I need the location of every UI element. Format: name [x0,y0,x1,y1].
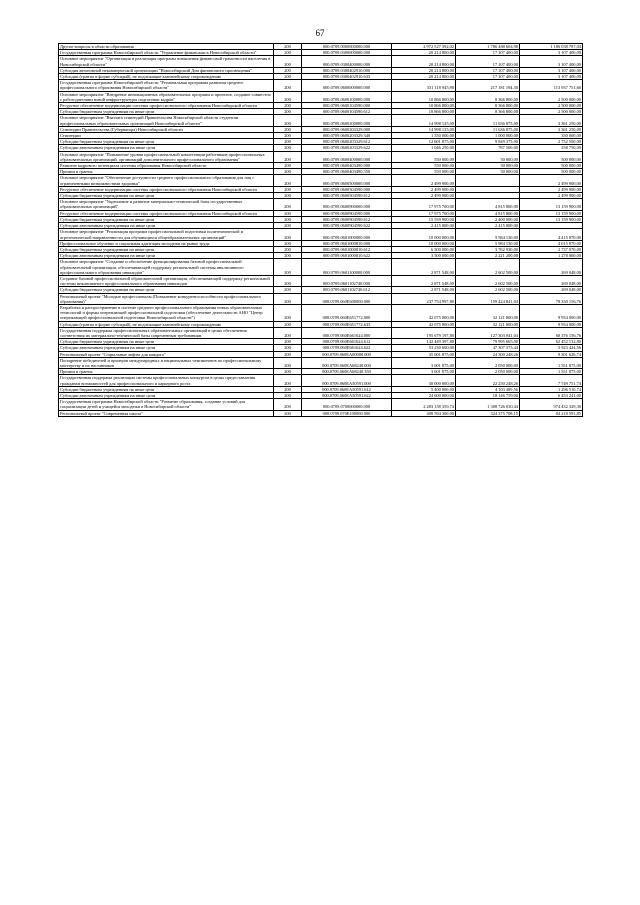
row-kbk: 000.0709.0000000000.000 [302,44,392,50]
row-executed: 4 815 800,00 [456,210,520,216]
table-row [59,275,583,286]
budget-table-body [59,44,583,417]
row-remainder: 2 752 500,00 [520,139,583,145]
row-plan: 10 000 000,00 [392,229,456,240]
row-kbk: 000.0709.060E661624.622 [302,345,392,351]
row-plan: 20 214 800,00 [392,56,456,67]
row-remainder: 13 159 900,00 [520,210,583,216]
row-executed: 9 849 375,00 [456,139,520,145]
row-kbk: 000.0709.060E651772.000 [302,304,392,321]
table-row [59,175,583,186]
row-executed: 2 602 500,00 [456,259,520,276]
row-executed: 50 000,00 [456,169,520,175]
row-kbk: 000.0709.0601102740.612 [302,287,392,293]
row-name: Региональный проект "Молодые профессионалы (Повышение конкурентоспособности профессионального образования)" [59,293,274,304]
row-remainder: 1 551 875,00 [520,369,583,375]
row-name: Региональный проект "Социальные лифты для каждого" [59,351,274,357]
row-executed: 8 366 800,00 [456,91,520,102]
row-kbk: 000.0709.0600504590.000 [302,186,392,192]
row-name: Другие вопросы в области образования [59,44,274,50]
row-kbk: 000.0709.0600900000.000 [302,199,392,210]
row-code: 200 [274,145,302,151]
row-code: 200 [274,327,302,338]
row-remainder: 1 296 510,74 [520,386,583,392]
row-executed: 8 366 800,00 [456,103,520,109]
row-remainder: 78 330 156,76 [520,293,583,304]
row-executed: 11 636 875,00 [456,126,520,132]
row-plan: 42 075 800,00 [392,321,456,327]
row-executed [456,175,520,186]
row-kbk: 000.0709.060E600000.000 [302,293,392,304]
table-row [59,151,583,162]
row-kbk: 000.0709.0600400000.000 [302,151,392,162]
row-executed: 8 366 800,00 [456,109,520,115]
row-code: 200 [274,186,302,192]
row-code: 200 [274,151,302,162]
row-plan: 42 075 800,00 [392,304,456,321]
row-executed: 18 146 759,00 [456,392,520,398]
row-kbk: 000.0709.0601000000.000 [302,229,392,240]
row-remainder: 269 048,00 [520,259,583,276]
row-name: Ресурсное обеспечение модернизации системы профессионального образования Новосибирской области [59,186,274,192]
row-code: 200 [274,126,302,132]
row-plan: 237 754 997,80 [392,293,456,304]
row-code: 200 [274,399,302,410]
row-kbk: 000.0709.0700000000.000 [302,399,392,410]
row-name: Премии и гранты [59,169,274,175]
row-code: 200 [274,229,302,240]
row-code: 200 [274,357,302,368]
row-name: Субсидии бюджетным учреждениям на иные цели [59,216,274,222]
row-code: 200 [274,169,302,175]
row-name: Субсидии автономным учреждениям на иные цели [59,253,274,259]
row-remainder: 3 361 250,00 [520,126,583,132]
row-plan: 2 871 548,00 [392,287,456,293]
row-remainder: 350 000,00 [520,133,583,139]
table-row [59,56,583,67]
row-plan: 1 350 000,00 [392,133,456,139]
table-row [59,399,583,410]
row-name: Поощрение победителей и призеров международных и национальных чемпионатов по профессиональному мастерству и их наставников [59,357,274,368]
row-executed: 3 762 930,00 [456,246,520,252]
row-name: Основное мероприятие "Укрепление и развитие материально-технической базы государственных образовательных организаций" [59,199,274,210]
row-plan: 15 559 900,00 [392,216,456,222]
row-kbk: 000.0709.060E661624.612 [302,339,392,345]
row-plan: 35 601 875,00 [392,351,456,357]
table-row [59,357,583,368]
table-row [59,80,583,91]
row-kbk: 000.0709.060EA68240.350 [302,369,392,375]
row-name: Ресурсное обеспечение модернизации системы профессионального образования Новосибирской области [59,210,274,216]
row-plan: 3 601 875,00 [392,369,456,375]
row-executed: 17 107 400,00 [456,67,520,73]
row-plan: 408 594 300,00 [392,410,456,416]
table-row [59,327,583,338]
row-kbk: 000.0709.0600203329.612 [302,139,392,145]
row-remainder: 113 937 751,60 [520,80,583,91]
row-kbk: 000.0709.0600904590.622 [302,223,392,229]
row-plan: 1 046 250,00 [392,145,456,151]
row-name: Основное мероприятие "Повышение уровня профессиональной компетенции работников профессиональных образовательных организаций, организаций дополнительного профессионального образования" [59,151,274,162]
row-remainder: 1 551 875,00 [520,357,583,368]
row-kbk: 000.0709.060EA00000.000 [302,351,392,357]
row-code: 200 [274,139,302,145]
row-remainder: 5 923 424,56 [520,345,583,351]
row-executed: 50 000,00 [456,163,520,169]
row-executed: 2 221 200,00 [456,253,520,259]
row-name: Создание базовой профессиональной образовательной организации, обеспечивающей поддержку региональной системы инклюзивного профессионального образования инвалидов [59,275,274,286]
row-remainder: 269 048,00 [520,287,583,293]
row-code: 200 [274,80,302,91]
row-plan: 30 000 000,00 [392,375,456,386]
row-executed: 5 584 130,00 [456,229,520,240]
row-executed: 159 424 841,04 [456,293,520,304]
row-executed: 1 000 000,00 [456,133,520,139]
row-kbk: 000.0709.0600104590.612 [302,109,392,115]
row-code: 200 [274,321,302,327]
row-plan: 6 500 000,00 [392,246,456,252]
row-name: Субсидии бюджетным учреждениям на иные цели [59,287,274,293]
row-plan: 10 000 000,00 [392,240,456,246]
row-kbk: 000.0709.0601000810.000 [302,240,392,246]
row-plan: 142 449 397,80 [392,339,456,345]
row-code: 200 [274,133,302,139]
row-kbk: 000.0709.0600200000.000 [302,115,392,126]
row-kbk: 000.0709.0600100000.000 [302,91,392,102]
row-name: Ресурсное обеспечение модернизации системы профессионального образования Новосибирской области [59,103,274,109]
row-plan: 2 415 800,00 [392,223,456,229]
row-code: 200 [274,351,302,357]
row-executed: 17 107 400,00 [456,74,520,80]
row-executed: 2 400 000,00 [456,216,520,222]
row-plan: 17 975 700,00 [392,199,456,210]
row-remainder: 2 499 900,00 [520,193,583,199]
row-name: Субсидии автономным учреждениям на иные цели [59,345,274,351]
row-name: Премии и гранты [59,369,274,375]
row-name: Региональный проект "Современная школа" [59,410,274,416]
row-kbk: 000.0709.0600203329.340 [302,133,392,139]
row-kbk: 000.0709.0300400000.000 [302,56,392,67]
row-name: Субсидии автономным учреждениям на иные цели [59,223,274,229]
row-remainder: 258 750,00 [520,145,583,151]
row-kbk: 000.0709.060EA50591.622 [302,392,392,398]
row-name: Субсидии (гранты в форме субсидий), не подлежащие казначейскому сопровождению [59,74,274,80]
row-name: Субсидии автономным учреждениям на иные цели [59,145,274,151]
row-plan: 2 283 158 359,74 [392,399,456,410]
row-code: 200 [274,44,302,50]
row-name: Субсидия автономной некоммерческой организации "Новосибирский Дом финансового просвещения" [59,67,274,73]
row-remainder: 7 749 751,74 [520,375,583,386]
row-plan: 3 601 875,00 [392,357,456,368]
row-remainder: 84 218 591,85 [520,410,583,416]
row-executed: 32 121 800,00 [456,321,520,327]
row-executed: 24 300 248,26 [456,351,520,357]
row-code: 200 [274,392,302,398]
row-name: Основное мероприятие "Обеспечение доступности среднего профессионального образования для лиц с ограниченными возможностями здоровья" [59,175,274,186]
row-code: 200 [274,91,302,102]
row-plan: 2 972 527 392,02 [392,44,456,50]
row-code: 200 [274,56,302,67]
row-name: Разработка и распространение в системе среднего профессионального образования новых образовательных технологий и формы опережающей профессиональной подготовки (обеспечение деятельности АНО "Центр опережающей профессиональной подготовки Новосибирской области") [59,304,274,321]
row-kbk: 000.0709.0300000000.000 [302,50,392,56]
row-remainder: 13 159 900,00 [520,199,583,210]
row-plan: 14 998 125,00 [392,126,456,132]
row-remainder: 4 015 870,00 [520,240,583,246]
row-executed: 17 107 400,00 [456,50,520,56]
row-name: Основное мероприятие "Создание и обеспечение функционирования базовой профессиональной образовательной организации, обеспечивающей поддержку региональной системы инклюзивного профессионального образования инвалидов" [59,259,274,276]
row-kbk: 000.0709.0600403490.000 [302,163,392,169]
row-remainder: 9 954 000,00 [520,304,583,321]
row-executed: 47 307 375,44 [456,345,520,351]
row-name: Основное мероприятие "Внедрение инновационных образовательных программ и проектов, создание совместно с работодателями новой инфраструктуры подготовки кадров" [59,91,274,102]
row-remainder: 500 000,00 [520,169,583,175]
row-executed: 17 107 400,00 [456,56,520,67]
row-plan: 3 500 000,00 [392,253,456,259]
table-row [59,229,583,240]
row-executed: 4 103 489,56 [456,386,520,392]
row-code: 200 [274,74,302,80]
row-code: 200 [274,259,302,276]
row-code: 200 [274,210,302,216]
row-kbk: 000.0709.0600203329.000 [302,126,392,132]
table-row [59,199,583,210]
row-executed: 1 786 488 604,98 [456,44,520,50]
row-remainder: 2 499 900,00 [520,186,583,192]
row-remainder: 500 000,00 [520,151,583,162]
row-kbk: 000.0709.0600904590.612 [302,216,392,222]
row-name: Государственная поддержка профессиональных образовательных организаций в целях обеспечения соответствия их материально-технической базы современным требованиям [59,327,274,338]
row-name: Государственная программа Новосибирской области "Управление финансами в Новосибирской области" [59,50,274,56]
row-name: Государственная программа Новосибирской области "Региональная программа развития среднего профессионального образования Новосибирской области" [59,80,274,91]
row-code: 200 [274,287,302,293]
row-remainder: 9 301 626,74 [520,351,583,357]
row-code: 200 [274,375,302,386]
row-remainder: 3 107 400,00 [520,56,583,67]
row-remainder: 2 499 900,00 [520,175,583,186]
row-executed: 2 415 800,00 [456,223,520,229]
row-executed: 32 121 800,00 [456,304,520,321]
row-plan: 2 871 548,00 [392,259,456,276]
row-kbk: 000.0709.0601102740.000 [302,275,392,286]
row-kbk: 000.0709.0600104590.000 [302,103,392,109]
row-code: 200 [274,109,302,115]
row-kbk: 000.0709.0300402910.633 [302,74,392,80]
row-remainder: 974 432 329,30 [520,399,583,410]
table-row [59,375,583,386]
row-executed: 787 500,00 [456,145,520,151]
row-code: 200 [274,50,302,56]
row-remainder: 3 107 400,00 [520,74,583,80]
row-code: 200 [274,275,302,286]
row-plan: 10 866 800,00 [392,91,456,102]
row-name: Основное мероприятие "Выплата стипендий Правительства Новосибирской области студентам профессиональных образовательных организаций Новосибирской области" [59,115,274,126]
row-plan: 550 000,00 [392,163,456,169]
table-row [59,259,583,276]
row-executed: 127 303 041,04 [456,327,520,338]
row-name: Субсидии бюджетным учреждениям на иные цели [59,246,274,252]
row-remainder: 500 000,00 [520,163,583,169]
row-executed: 4 815 800,00 [456,199,520,210]
table-row [59,91,583,102]
row-remainder: 6 453 241,00 [520,392,583,398]
row-name: Основное мероприятие "Реализация программ профессиональной подготовки политехнической и агротехнической направленности для обучающихся общеобразовательных организаций" [59,229,274,240]
row-kbk: 000.0709.060E661624.000 [302,327,392,338]
row-remainder: 68 376 156,76 [520,327,583,338]
row-plan: 20 214 800,00 [392,74,456,80]
row-kbk: 000.0709.0601000810.612 [302,246,392,252]
row-code: 200 [274,115,302,126]
row-name: Субсидии (гранты в форме субсидий), не подлежащие казначейскому сопровождению [59,321,274,327]
row-code: 200 [274,369,302,375]
row-code: 200 [274,246,302,252]
row-plan: 2 499 900,00 [392,186,456,192]
row-executed: 324 375 708,15 [456,410,520,416]
row-executed: 2 602 500,00 [456,287,520,293]
row-name: Субсидии бюджетным учреждениям на иные цели [59,109,274,115]
row-name: Государственная программа Новосибирской области "Развитие образования, создание условий для социализации детей и учащейся молодежи в Новосибирской области" [59,399,274,410]
row-name: Субсидии бюджетным учреждениям на иные цели [59,386,274,392]
row-kbk: 000.0709.0600904590.000 [302,210,392,216]
row-kbk: 000.0709.0600203329.622 [302,145,392,151]
table-row [59,304,583,321]
row-code: 200 [274,199,302,210]
row-code: 200 [274,223,302,229]
row-remainder: 3 361 250,00 [520,115,583,126]
row-remainder: 1 278 800,00 [520,253,583,259]
row-remainder: 1 186 038 787,04 [520,44,583,50]
row-code: 200 [274,293,302,304]
row-plan: 2 499 900,00 [392,193,456,199]
row-kbk: 000.0709.0600403490.350 [302,169,392,175]
row-code: 200 [274,304,302,321]
row-kbk: 000.0709.0600504590.612 [302,193,392,199]
row-kbk: 000.0709.0300402910.000 [302,67,392,73]
row-remainder: 3 107 400,00 [520,67,583,73]
row-executed: 50 000,00 [456,151,520,162]
row-kbk: 000.0709.0600000000.000 [302,80,392,91]
row-kbk: 000.0709.0601000810.622 [302,253,392,259]
row-remainder: 9 954 000,00 [520,321,583,327]
row-name: Профессиональное обучение и социальная адаптация молодежи на рынке труда [59,240,274,246]
row-remainder: 2 500 000,00 [520,91,583,102]
row-plan: 331 118 945,90 [392,80,456,91]
row-code: 200 [274,253,302,259]
row-plan: 550 000,00 [392,151,456,162]
row-executed: 2 050 000,00 [456,369,520,375]
row-kbk: 000.0709.060E651772.633 [302,321,392,327]
row-plan: 5 400 000,00 [392,386,456,392]
row-name: Государственная поддержка реализации системы профессиональных конкурсов в целях предоставления гражданам возможностей для профессионального и карьерного роста [59,375,274,386]
row-plan: 20 214 800,00 [392,50,456,56]
row-code: 200 [274,163,302,169]
row-code: 200 [274,67,302,73]
row-name: Стипендии [59,133,274,139]
row-name: Стипендии Правительства (Губернатора) Новосибирской области [59,126,274,132]
row-kbk: 000.0709.060EA50591.612 [302,386,392,392]
row-code: 200 [274,240,302,246]
row-remainder: 2 500 000,00 [520,103,583,109]
row-code: 200 [274,410,302,416]
row-plan: 195 679 197,80 [392,327,456,338]
row-plan: 2 499 900,00 [392,175,456,186]
row-plan: 550 000,00 [392,169,456,175]
row-remainder: 2 500 000,00 [520,109,583,115]
row-kbk: 000.0709.060EA50591.000 [302,375,392,386]
row-remainder: 2 737 070,00 [520,246,583,252]
row-kbk: 000.0709.060EA68240.000 [302,357,392,368]
row-executed: 5 984 130,00 [456,240,520,246]
table-row [59,115,583,126]
row-plan: 17 975 700,00 [392,210,456,216]
row-plan: 12 601 875,00 [392,139,456,145]
row-name: Субсидии бюджетным учреждениям на иные цели [59,193,274,199]
row-code: 200 [274,345,302,351]
row-code: 200 [274,386,302,392]
row-executed: 2 602 500,00 [456,275,520,286]
row-kbk: 000.0709.0601100000.000 [302,259,392,276]
row-name: Субсидии автономным учреждениям на иные цели [59,392,274,398]
row-plan: 24 600 000,00 [392,392,456,398]
row-plan: 2 871 548,00 [392,275,456,286]
row-executed: 2 050 000,00 [456,357,520,368]
page-number: 67 [315,28,325,38]
table-row [59,410,583,416]
row-name: Основное мероприятие "Организация и реализация программ повышения финансовой грамотности населения в Новосибирской области" [59,56,274,67]
budget-table [58,43,583,417]
row-plan: 10 866 800,00 [392,103,456,109]
row-code: 200 [274,193,302,199]
row-executed: 22 250 248,26 [456,375,520,386]
row-remainder: 62 452 132,80 [520,339,583,345]
row-plan: 53 230 600,00 [392,345,456,351]
row-code: 200 [274,103,302,109]
row-plan: 20 214 800,00 [392,67,456,73]
row-kbk: 000.0709.070E100000.000 [302,410,392,416]
table-row [59,293,583,304]
row-plan: 10 866 800,00 [392,109,456,115]
row-code: 200 [274,216,302,222]
row-name: Субсидии бюджетным учреждениям на иные цели [59,139,274,145]
row-remainder: 3 107 400,00 [520,50,583,56]
row-remainder: 269 048,00 [520,275,583,286]
row-code: 200 [274,175,302,186]
row-kbk: 000.0709.0600500000.000 [302,175,392,186]
row-executed: 79 995 665,00 [456,339,520,345]
row-remainder: 13 159 900,00 [520,216,583,222]
row-executed: 217 181 194,30 [456,80,520,91]
row-name: Субсидии бюджетным учреждениям на иные цели [59,339,274,345]
row-name: Развитие кадрового потенциала системы образования Новосибирской области [59,163,274,169]
row-code: 200 [274,339,302,345]
row-executed: 1 308 726 030,44 [456,399,520,410]
row-executed: 11 636 875,00 [456,115,520,126]
row-remainder: 4 415 870,00 [520,229,583,240]
row-plan: 14 998 125,00 [392,115,456,126]
